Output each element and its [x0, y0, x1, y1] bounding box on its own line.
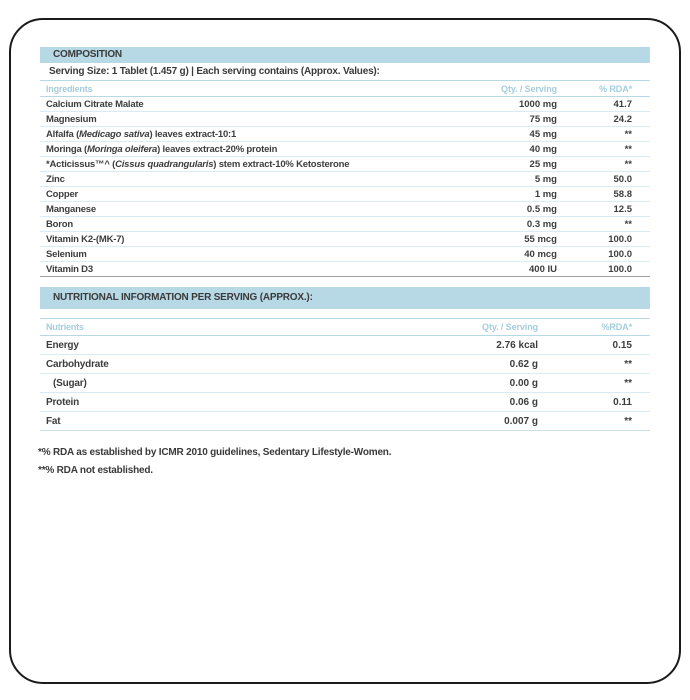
nutrient-rda: ** [624, 415, 632, 427]
ingredient-qty: 40 mg [529, 143, 557, 155]
name-segment: Vitamin D3 [46, 263, 93, 275]
ingredient-qty: 55 mcg [524, 233, 557, 245]
nutrition-section-header [40, 287, 650, 309]
table-row [40, 217, 650, 232]
ingredient-rda: 24.2 [613, 113, 632, 125]
name-segment: ) stem extract-10% Ketosterone [213, 158, 350, 170]
ingredient-qty: 75 mg [529, 113, 557, 125]
name-segment: Selenium [46, 248, 87, 260]
ingredient-qty: 40 mcg [524, 248, 557, 260]
table-row [40, 374, 650, 393]
name-segment: Moringa ( [46, 143, 87, 155]
footnotes [38, 444, 650, 480]
table-row [40, 202, 650, 217]
name-segment: Alfalfa ( [46, 128, 80, 140]
name-segment-italic: Cissus quadrangularis [115, 158, 214, 170]
nutrient-rda: 0.11 [613, 396, 632, 408]
name-segment: Vitamin K2-(MK-7) [46, 233, 125, 245]
nutrient-qty: 0.62 g [509, 358, 538, 370]
ingredient-rda: 12.5 [613, 203, 632, 215]
table-row [40, 393, 650, 412]
name-segment: Magnesium [46, 113, 97, 125]
nutrient-qty: 0.06 g [509, 396, 538, 408]
nutrient-name: Fat [46, 415, 61, 427]
label-content [40, 47, 650, 480]
table-row [40, 142, 650, 157]
name-segment: *Acticissus™^ ( [46, 158, 116, 170]
ingredients-table [40, 97, 650, 277]
footnote-rda-not-established: **% RDA not established. [38, 465, 153, 476]
ingredient-rda: ** [624, 128, 632, 140]
ingredient-rda: 100.0 [608, 248, 632, 260]
nutrient-name: Carbohydrate [46, 358, 109, 370]
nutrition-title: NUTRITIONAL INFORMATION PER SERVING (APPROX.): [53, 292, 313, 303]
column-header-ingredients: Ingredients [46, 83, 93, 94]
ingredient-rda: ** [624, 158, 632, 170]
column-header-qty-serving: Qty. / Serving [501, 83, 557, 94]
ingredient-name [40, 114, 427, 125]
ingredient-name [40, 234, 427, 245]
table-row [40, 157, 650, 172]
nutrient-name: Protein [46, 396, 80, 408]
ingredient-rda: ** [624, 218, 632, 230]
ingredient-name [40, 189, 427, 200]
ingredient-qty: 25 mg [529, 158, 557, 170]
table-row [40, 112, 650, 127]
ingredient-qty: 1 mg [534, 188, 557, 200]
ingredient-name [40, 99, 427, 110]
ingredient-rda: ** [624, 143, 632, 155]
ingredient-rda: 58.8 [613, 188, 632, 200]
nutrient-name: Energy [46, 339, 79, 351]
nutrient-rda: 0.15 [612, 339, 632, 351]
ingredient-rda: 100.0 [608, 233, 632, 245]
table-row [40, 232, 650, 247]
column-header-rda: %RDA* [601, 322, 632, 332]
nutrient-qty: 0.00 g [509, 377, 538, 389]
ingredient-qty: 0.5 mg [526, 203, 557, 215]
table-row [40, 247, 650, 262]
ingredient-qty: 1000 mg [518, 98, 557, 110]
ingredient-qty: 0.3 mg [526, 218, 557, 230]
name-segment: Calcium Citrate Malate [46, 98, 144, 110]
ingredient-name [40, 204, 427, 215]
ingredient-rda: 50.0 [613, 173, 632, 185]
ingredients-table-header [40, 80, 650, 97]
column-header-nutrients: Nutrients [46, 322, 84, 332]
table-row [40, 355, 650, 374]
ingredient-name [40, 264, 427, 275]
nutrients-table-header [40, 318, 650, 336]
nutrients-table [40, 336, 650, 431]
table-row [40, 412, 650, 431]
name-segment-italic: Medicago sativa [79, 128, 150, 140]
nutrient-name: (Sugar) [53, 377, 87, 389]
ingredient-name [40, 159, 427, 170]
ingredient-name [40, 249, 427, 260]
name-segment: ) leaves extract-10:1 [149, 128, 237, 140]
ingredient-qty: 5 mg [534, 173, 557, 185]
nutrient-qty: 2.76 kcal [496, 339, 538, 351]
name-segment: Copper [46, 188, 79, 200]
ingredient-qty: 400 IU [529, 263, 557, 275]
nutrient-rda: ** [624, 377, 632, 389]
table-row [40, 262, 650, 277]
ingredient-qty: 45 mg [529, 128, 557, 140]
ingredient-name [40, 144, 427, 155]
table-row [40, 187, 650, 202]
column-header-qty-serving: Qty. / Serving [482, 322, 538, 332]
ingredient-name [40, 129, 427, 140]
name-segment: Boron [46, 218, 73, 230]
composition-section-header [40, 47, 650, 63]
nutrient-rda: ** [624, 358, 632, 370]
ingredient-rda: 41.7 [613, 98, 632, 110]
footnote-rda-source: *% RDA as established by ICMR 2010 guidelines, Sedentary Lifestyle-Women. [38, 447, 392, 458]
table-row [40, 172, 650, 187]
table-row [40, 97, 650, 112]
column-header-rda: % RDA* [599, 83, 632, 94]
ingredient-rda: 100.0 [608, 263, 632, 275]
name-segment: ) leaves extract-20% protein [157, 143, 278, 155]
ingredient-name [40, 174, 427, 185]
table-row [40, 336, 650, 355]
table-row [40, 127, 650, 142]
nutrient-qty: 0.007 g [504, 415, 538, 427]
name-segment: Manganese [46, 203, 96, 215]
name-segment: Zinc [46, 173, 65, 185]
name-segment-italic: Moringa oleifera [86, 143, 158, 155]
composition-title: COMPOSITION [53, 49, 122, 60]
serving-size-line: Serving Size: 1 Tablet (1.457 g) | Each serving contains (Approx. Values): [49, 66, 380, 77]
ingredient-name [40, 219, 427, 230]
